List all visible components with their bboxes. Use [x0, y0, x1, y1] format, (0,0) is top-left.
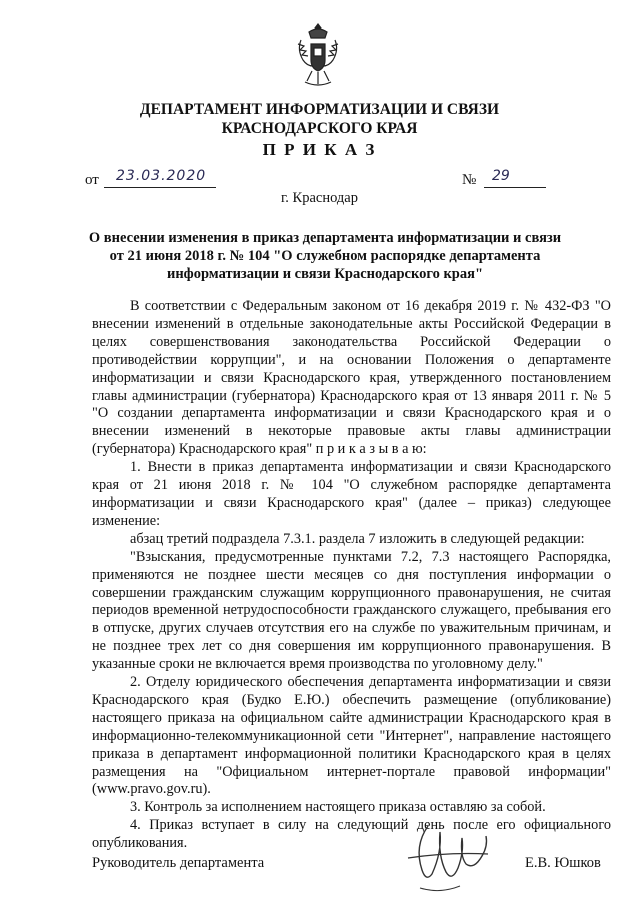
signatory-name: Е.В. Юшков [525, 855, 601, 871]
document-type: П Р И К А З [262, 140, 377, 159]
item-1-quote-paragraph: "Взыскания, предусмотренные пунктами 7.2, 7.3 настоящего Распорядка, применяются не позднее шести месяцев со дня поступления информации о совершении гражданским служащим коррупционного правонарушения, не считая периодов временной нетрудоспособности гражданского служащего, пребывания его в отпуске, других случаев отсутствия его на службе по уважительным причинам, и не позднее трех лет со дня совершения им коррупционного правонарушения. В указанные сроки не включается время производства по уголовному делу." [92, 548, 611, 673]
item-4-paragraph: 4. Приказ вступает в силу на следующий день после его официального опубликования. [92, 817, 611, 852]
subject-line-1: О внесении изменения в приказ департамента информатизации и связи [88, 230, 562, 246]
preamble-paragraph: В соответствии с Федеральным законом от 16 декабря 2019 г. № 432-ФЗ "О внесении изменений в отдельные законодательные акты Российской Федерации в целях совершенствования законодательства Российской Федерации о противодействии коррупции", и на основании Положения о департаменте информатизации и связи Краснодарского края, утвержденного постановлением главы администрации (губернатора) Краснодарского края от 13 января 2011 г. № 5 "О создании департамента информатизации и связи Краснодарского края и о внесении изменений в некоторые правовые акты главы администрации (губернатора) Краснодарского края" п р и к а з ы в а ю: [92, 298, 611, 458]
number-underline [484, 187, 546, 188]
date-underline [104, 187, 216, 188]
item-1-paragraph: 1. Внести в приказ департамента информатизации и связи Краснодарского края от 21 июня 2018 г. № 104 "О служебном распорядке департамента информатизации и связи Краснодарского края" (далее – приказ) следующее изменение: [92, 459, 611, 529]
item-1-sub-paragraph: абзац третий подраздела 7.3.1. раздела 7 изложить в следующей редакции: [130, 530, 585, 547]
date-prefix: от [85, 172, 99, 188]
item-2-paragraph: 2. Отделу юридического обеспечения департамента информатизации и связи Краснодарского края (Будко Е.Ю.) обеспечить размещение (опубликование) настоящего приказа на официальном сайте администрации Краснодарского края в информационно-телекоммуникационной сети "Интернет", направление настоящего приказа в департамент информационной политики Краснодарского края в целях размещения на "Официальном интернет-портале правовой информации" (www.pravo.gov.ru). [92, 674, 611, 798]
number-value: 29 [492, 168, 510, 184]
date-number-row [0, 168, 639, 192]
signature-icon [398, 818, 508, 898]
subject-line-2: от 21 июня 2018 г. № 104 "О служебном распорядке департамента [109, 248, 541, 264]
number-prefix: № [462, 172, 477, 188]
item-3-paragraph: 3. Контроль за исполнением настоящего приказа оставляю за собой. [130, 799, 546, 816]
subject-line-3: информатизации и связи Краснодарского края" [166, 266, 484, 282]
department-line-2: КРАСНОДАРСКОГО КРАЯ [221, 120, 418, 137]
date-value: 23.03.2020 [116, 168, 207, 184]
order-subject [60, 229, 590, 283]
city: г. Краснодар [280, 190, 358, 206]
order-body [92, 298, 611, 853]
department-line-1: ДЕПАРТАМЕНТ ИНФОРМАТИЗАЦИИ И СВЯЗИ [139, 101, 500, 118]
coat-of-arms-icon [295, 22, 341, 88]
signatory-position: Руководитель департамента [92, 855, 265, 871]
department-name [0, 100, 639, 138]
